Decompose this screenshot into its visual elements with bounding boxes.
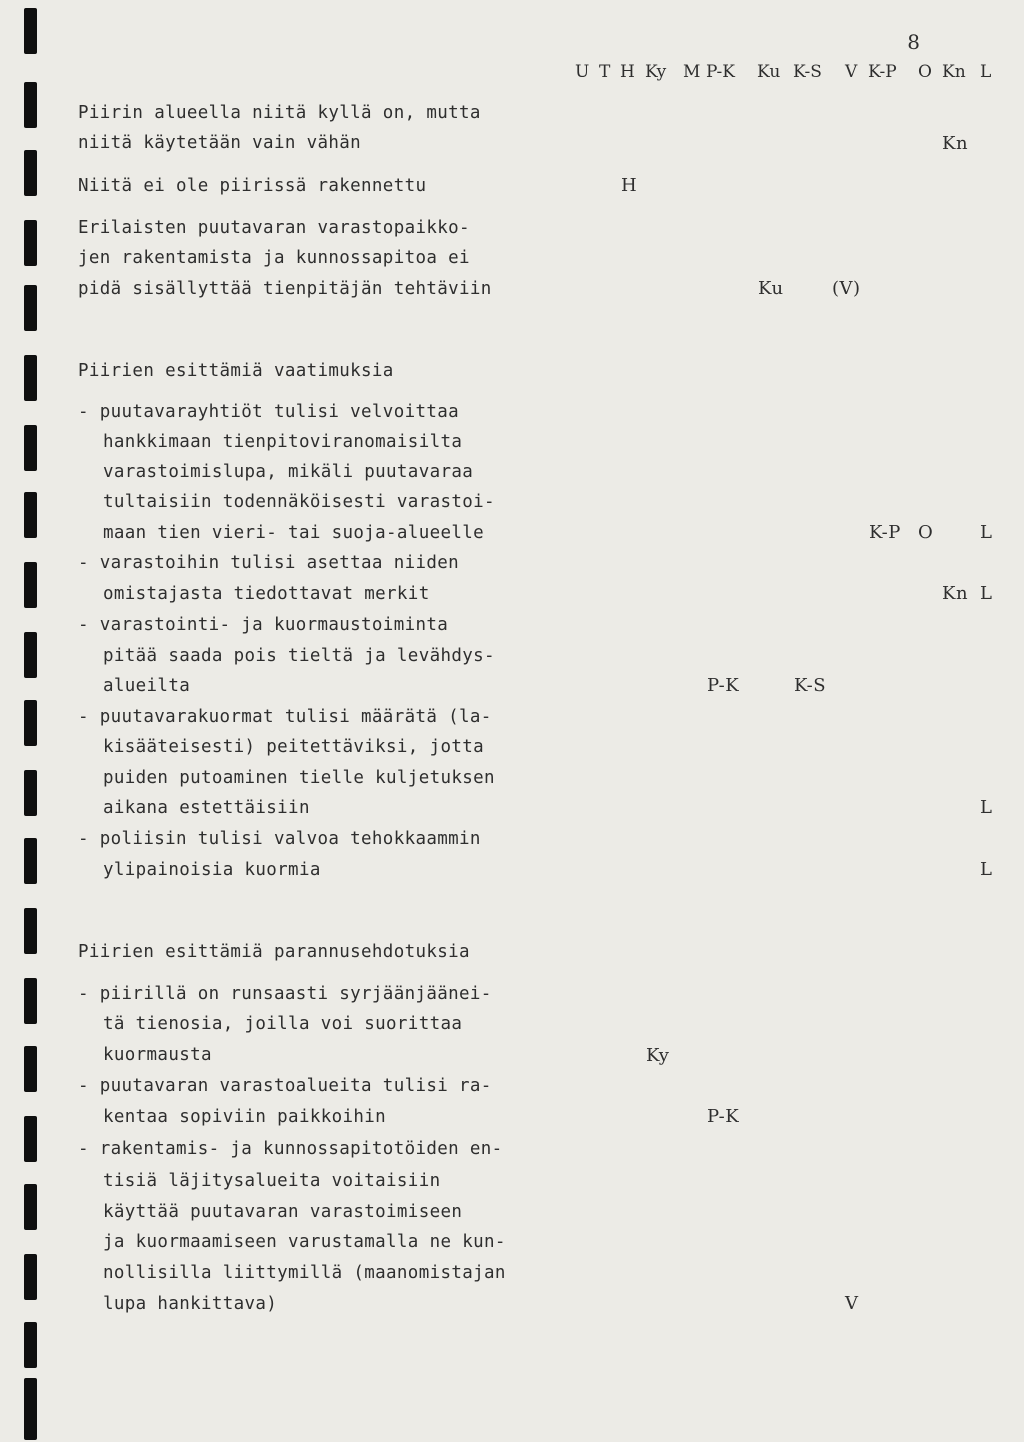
text-line: jen rakentamista ja kunnossapitoa ei [78, 248, 470, 268]
list-item-line: ylipainoisia kuormia [103, 860, 321, 880]
column-label: Kn [942, 62, 966, 82]
column-label: K-P [868, 62, 897, 82]
agency-tag: Kn [942, 583, 969, 604]
agency-tag: L [980, 797, 993, 818]
binding-hole [24, 150, 37, 196]
agency-tag: K-S [794, 675, 827, 696]
column-label: U [575, 62, 590, 82]
binding-hole [24, 838, 37, 884]
text-line: Piirin alueella niitä kyllä on, mutta [78, 103, 481, 123]
list-item-line: tä tienosia, joilla voi suorittaa [103, 1014, 463, 1034]
binding-hole [24, 82, 37, 128]
list-item-line: maan tien vieri- tai suoja-alueelle [103, 523, 485, 543]
agency-tag: Ky [646, 1045, 670, 1066]
binding-hole [24, 632, 37, 678]
text-line: Erilaisten puutavaran varastopaikko- [78, 218, 470, 238]
column-label: Ky [645, 62, 667, 82]
list-item-line: tisiä läjitysalueita voitaisiin [103, 1171, 441, 1191]
binding-hole [24, 700, 37, 746]
list-item-line: - piirillä on runsaasti syrjäänjäänei- [78, 984, 492, 1004]
column-label: L [980, 62, 992, 82]
agency-tag: L [980, 583, 993, 604]
column-label: P-K [706, 62, 735, 82]
binding-hole [24, 1116, 37, 1162]
binding-hole [24, 1322, 37, 1368]
list-item-line: - poliisin tulisi valvoa tehokkaammin [78, 829, 481, 849]
agency-tag: K-P [869, 522, 901, 543]
page-number: 8 [907, 30, 920, 54]
binding-hole [24, 1378, 37, 1440]
agency-tag: Kn [942, 133, 969, 154]
binding-hole [24, 978, 37, 1024]
section-heading: Piirien esittämiä parannusehdotuksia [78, 942, 470, 962]
list-item-line: - puutavaran varastoalueita tulisi ra- [78, 1076, 492, 1096]
list-item-line: kentaa sopiviin paikkoihin [103, 1107, 387, 1127]
agency-tag: O [918, 522, 934, 543]
column-label: M [683, 62, 701, 82]
text-line: pidä sisällyttää tienpitäjän tehtäviin [78, 279, 492, 299]
binding-hole [24, 1184, 37, 1230]
column-label: K-S [793, 62, 822, 82]
list-item-line: nollisilla liittymillä (maanomistajan [103, 1263, 506, 1283]
binding-hole [24, 8, 37, 54]
binding-hole [24, 492, 37, 538]
text-line: Niitä ei ole piirissä rakennettu [78, 176, 427, 196]
binding-hole [24, 425, 37, 471]
agency-tag: Ku [758, 278, 784, 299]
list-item-line: kisääteisesti) peitettäviksi, jotta [103, 737, 485, 757]
agency-tag: V [845, 1293, 859, 1314]
text-line: niitä käytetään vain vähän [78, 133, 362, 153]
binding-hole [24, 562, 37, 608]
list-item-line: omistajasta tiedottavat merkit [103, 584, 430, 604]
list-item-line: aikana estettäisiin [103, 798, 310, 818]
binding-hole [24, 908, 37, 954]
list-item-line: käyttää puutavaran varastoimiseen [103, 1202, 463, 1222]
list-item-line: hankkimaan tienpitoviranomaisilta [103, 432, 463, 452]
list-item-line: - varastointi- ja kuormaustoiminta [78, 615, 449, 635]
binding-hole [24, 770, 37, 816]
column-label: O [918, 62, 932, 82]
list-item-line: puiden putoaminen tielle kuljetuksen [103, 768, 495, 788]
agency-tag: P-K [707, 675, 740, 696]
list-item-line: - puutavarakuormat tulisi määrätä (la- [78, 707, 492, 727]
list-item-line: - varastoihin tulisi asettaa niiden [78, 553, 460, 573]
list-item-line: lupa hankittava) [103, 1294, 278, 1314]
column-label: Ku [757, 62, 781, 82]
column-label: V [845, 62, 858, 82]
binding-hole [24, 355, 37, 401]
binding-hole [24, 285, 37, 331]
binding-hole [24, 1046, 37, 1092]
agency-tag: L [980, 859, 993, 880]
agency-tag: H [621, 175, 638, 196]
list-item-line: ja kuormaamiseen varustamalla ne kun- [103, 1232, 506, 1252]
column-label: H [620, 62, 635, 82]
list-item-line: - puutavarayhtiöt tulisi velvoittaa [78, 402, 460, 422]
section-heading: Piirien esittämiä vaatimuksia [78, 361, 394, 381]
agency-tag: (V) [832, 278, 861, 299]
binding-hole [24, 220, 37, 266]
list-item-line: varastoimislupa, mikäli puutavaraa [103, 462, 474, 482]
agency-tag: P-K [707, 1106, 740, 1127]
list-item-line: kuormausta [103, 1045, 212, 1065]
binding-hole [24, 1254, 37, 1300]
column-label: T [599, 62, 611, 82]
list-item-line: tultaisiin todennäköisesti varastoi- [103, 492, 495, 512]
list-item-line: pitää saada pois tieltä ja levähdys- [103, 646, 495, 666]
list-item-line: alueilta [103, 676, 191, 696]
list-item-line: - rakentamis- ja kunnossapitotöiden en- [78, 1139, 503, 1159]
agency-tag: L [980, 522, 993, 543]
